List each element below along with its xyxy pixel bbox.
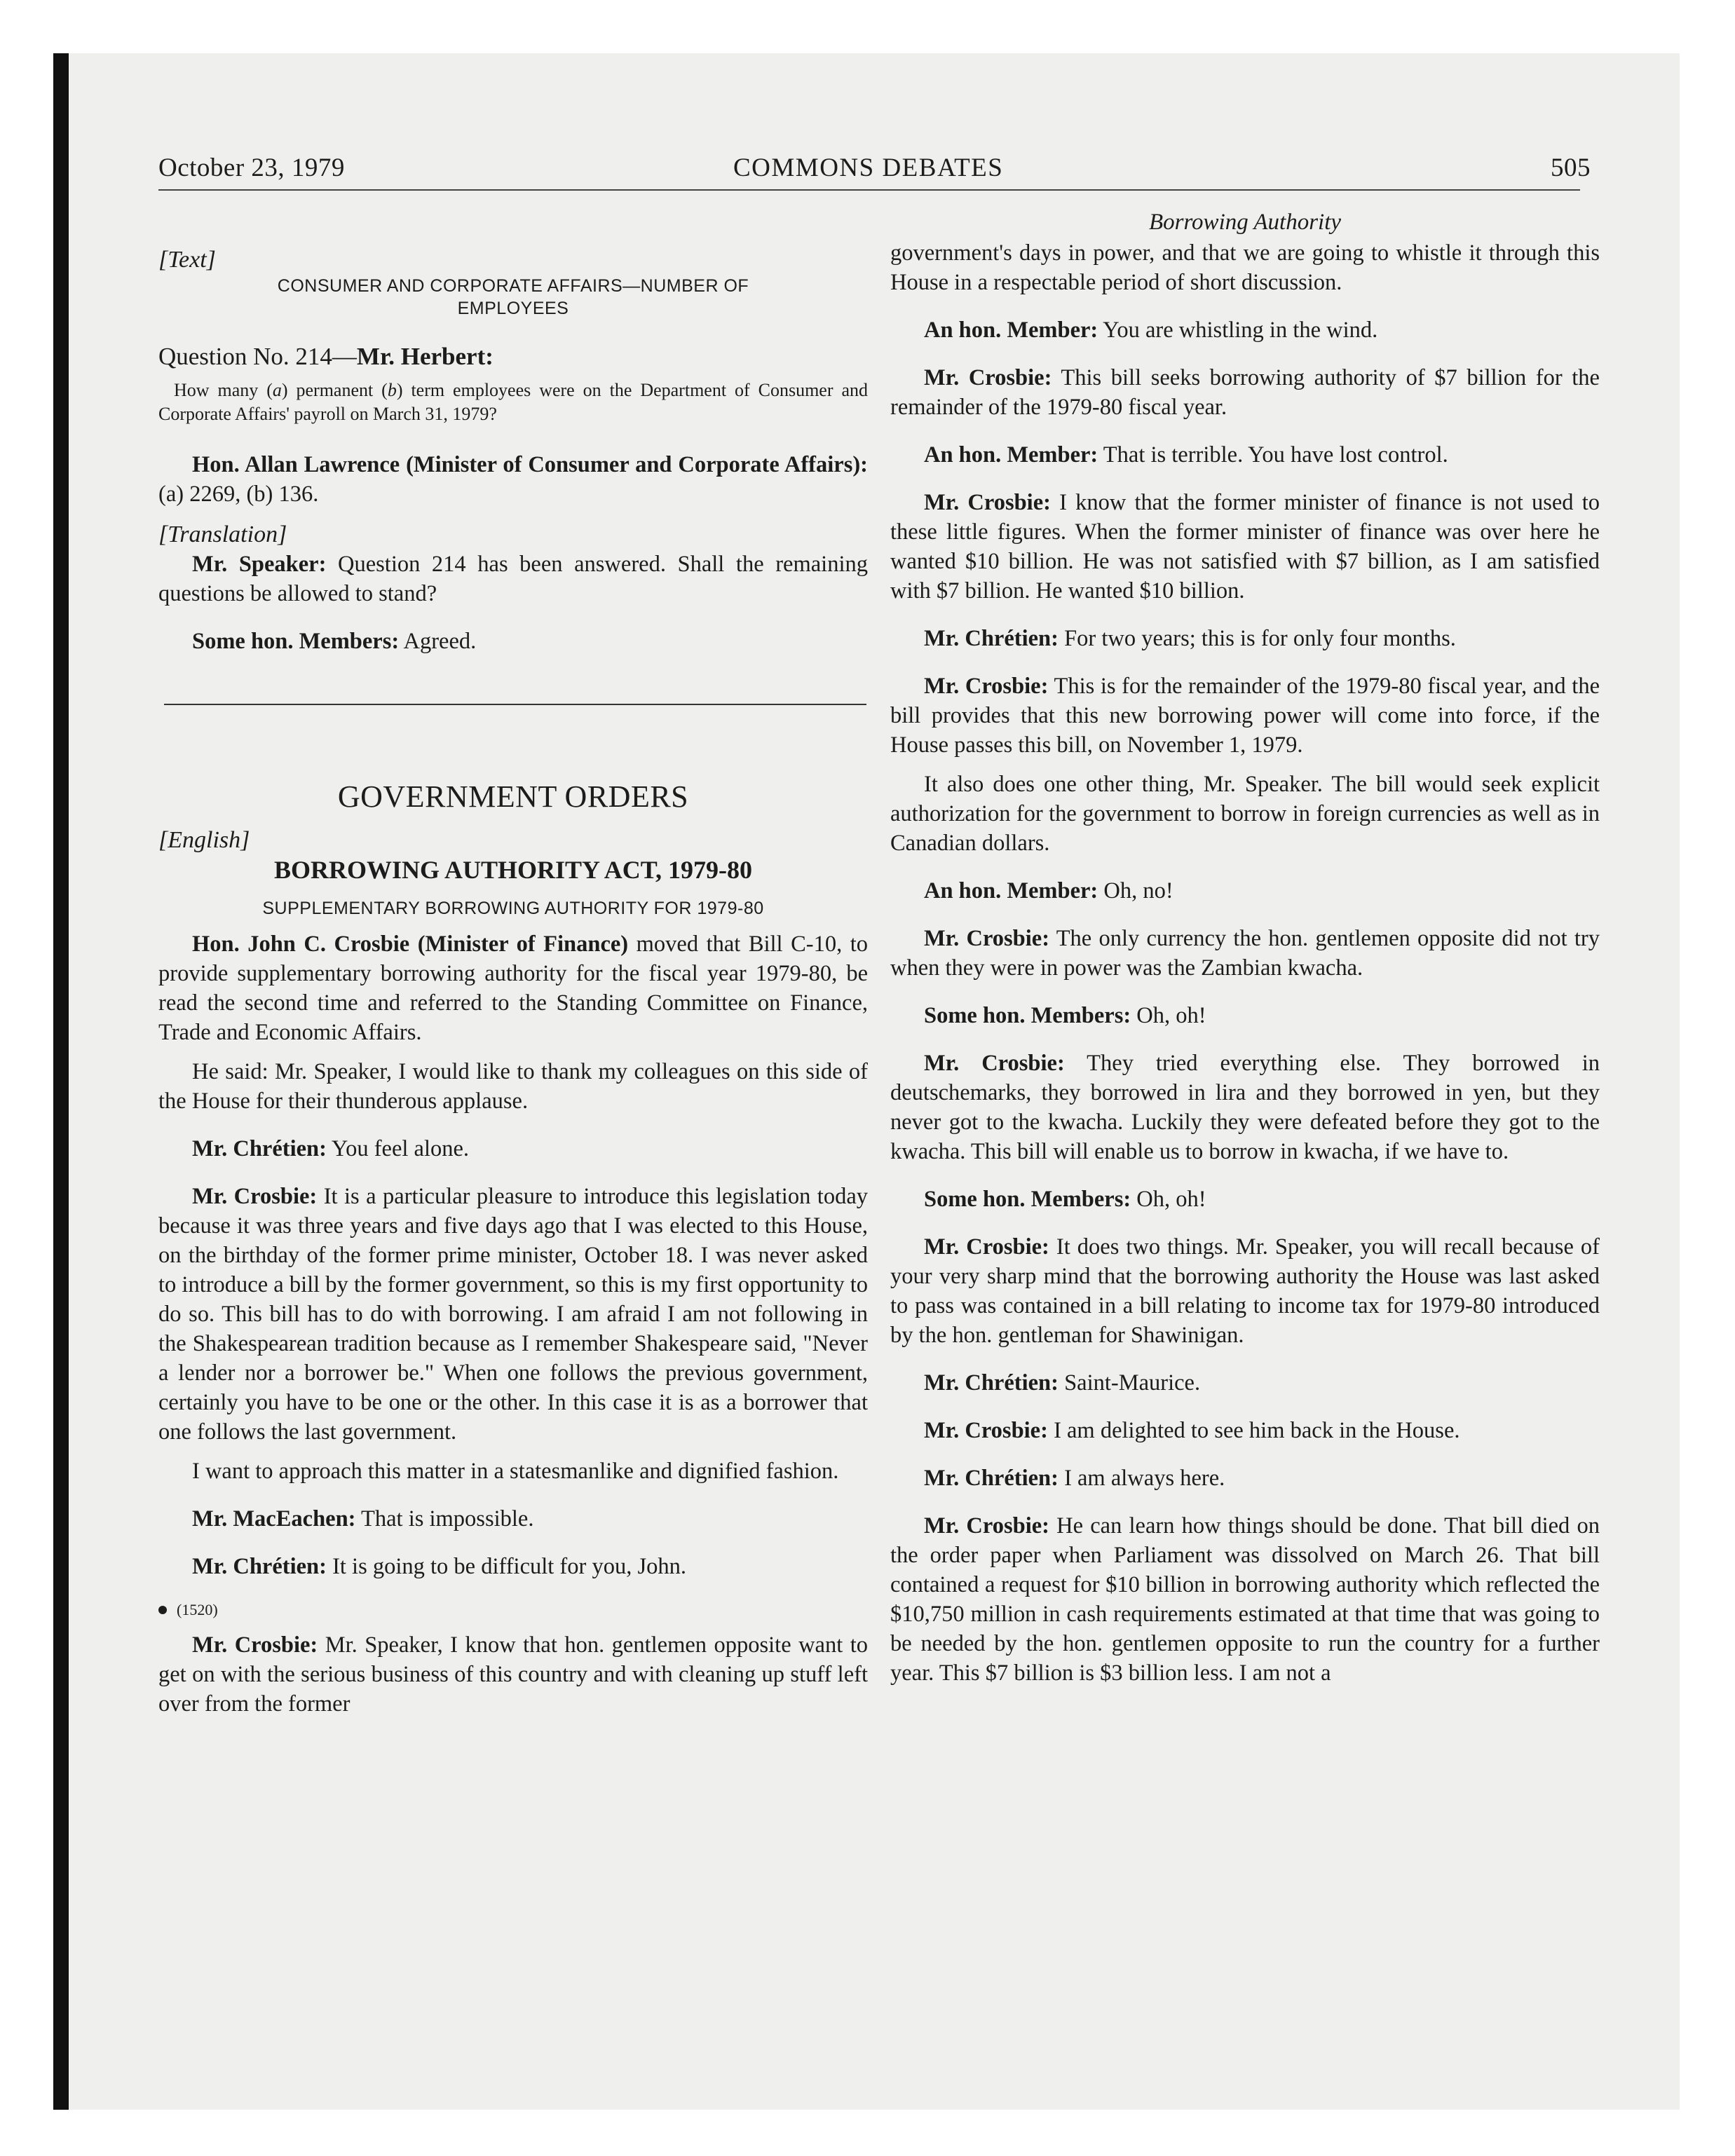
speech-text: Mr. Speaker, I know that hon. gentlemen opposite want to get on with the serious business of this country and with cleaning up stuff left over from the former — [158, 1632, 868, 1717]
speech-paragraph — [890, 876, 1600, 906]
question-text-part2: ) permanent ( — [281, 380, 388, 400]
english-tag: [English] — [158, 827, 250, 853]
act-title: BORROWING AUTHORITY ACT, 1979-80 — [273, 856, 753, 884]
speaker-name: Mr. Crosbie: — [924, 926, 1050, 951]
speech-paragraph — [158, 1134, 868, 1164]
speech-text: It is a particular pleasure to introduce this legislation today because it was three years and five days ago that I was elected to this House, on the birthday of the former prime minister, October 18. I was never asked to introduce a bill by the former government, so this is my first opportunity to do so. This bill has to do with borrowing. I am afraid I am not following in the Shakespearean tradition because as I remember Shakespeare said, "Never a lender nor a borrower be." When one follows the previous government, certainly you have to be one or the other. In this case it is as a borrower that one follows the last government. — [158, 1184, 868, 1445]
speaker-name: Mr. Chrétien: — [924, 626, 1059, 651]
speech-text: I am always here. — [1058, 1466, 1225, 1491]
speech-text: I know that the former minister of finance is not used to these little figures. When the former minister of finance was over here he wanted $10 billion. He was not satisfied with $7 billion, as I am satisfied with $7 billion. He wanted $10 billion. — [890, 490, 1600, 603]
speech-text: Agreed. — [399, 629, 477, 654]
speech-text: He can learn how things should be done. That bill died on the order paper when Parliament was dissolved on March 26. That bill contained a request for $10 billion in borrowing authority which reflected the $10,750 million in cash requirements estimated at that time that was going to be needed by the hon. gentlemen opposite to run the country for a further year. This $7 billion is $3 billion less. I am not a — [890, 1513, 1600, 1686]
speech-paragraph — [890, 440, 1600, 470]
speech-text: Oh, no! — [1098, 878, 1173, 903]
question-text — [158, 378, 868, 426]
speech-paragraph — [890, 315, 1600, 345]
speech-text: For two years; this is for only four months. — [1058, 626, 1456, 651]
speech-text: moved that Bill C-10, to provide supplementary borrowing authority for the fiscal year 1979-80, be read the second time and referred to the Standing Committee on Finance, Trade and Economic Affairs. — [158, 932, 868, 1045]
speaker-name: Mr. Crosbie: — [192, 1632, 318, 1658]
translation-tag: [Translation] — [158, 521, 287, 547]
speech-text: (a) 2269, (b) 136. — [158, 482, 319, 507]
speech-text: They tried everything else. They borrowed in deutschemarks, they borrowed in lira and they borrowed in yen, but they never got to the kwacha. Luckily they were defeated before they got to the kwacha. This bill will enable us to borrow in kwacha, if we have to. — [890, 1051, 1600, 1164]
speech-paragraph — [890, 238, 1600, 297]
right-column — [890, 207, 1600, 1688]
speech-paragraph — [890, 488, 1600, 606]
speech-text: It also does one other thing, Mr. Speaker. The bill would seek explicit authorization for the government to borrow in foreign currencies as well as in Canadian dollars. — [890, 772, 1600, 856]
speech-paragraph — [158, 1504, 868, 1534]
speech-text: That is terrible. You have lost control. — [1098, 442, 1448, 468]
header-title: COMMONS DEBATES — [733, 153, 1004, 182]
speech-text: government's days in power, and that we are going to whistle it through this House in a respectable period of short discussion. — [890, 240, 1600, 295]
speaker-name: Mr. Crosbie: — [924, 490, 1051, 515]
speaker-name: Hon. Allan Lawrence (Minister of Consumer and Corporate Affairs): — [192, 452, 868, 477]
act-subtitle: SUPPLEMENTARY BORROWING AUTHORITY FOR 1979-80 — [262, 899, 764, 918]
speech-paragraph — [158, 1630, 868, 1719]
running-head: Borrowing Authority — [1148, 210, 1342, 235]
question-text-part3: ) term employees were on the Department of Consumer and Corporate Affairs' payroll on March 31, 1979? — [158, 380, 868, 424]
speaker-name: Mr. Crosbie: — [192, 1184, 318, 1209]
speech-text: You feel alone. — [326, 1136, 470, 1161]
speech-paragraph — [890, 624, 1600, 653]
speech-text: It is going to be difficult for you, John. — [326, 1554, 686, 1579]
speaker-name: Hon. John C. Crosbie (Minister of Finance) — [192, 932, 629, 957]
answer-paragraph — [158, 450, 868, 509]
speaker-name: Mr. Crosbie: — [924, 674, 1049, 699]
question-number — [158, 342, 868, 371]
section-separator — [164, 704, 866, 705]
speech-text: Saint-Maurice. — [1058, 1370, 1201, 1396]
speech-paragraph — [158, 929, 868, 1047]
speaker-name: An hon. Member: — [924, 442, 1098, 468]
speaker-name: Mr. Crosbie: — [924, 1234, 1049, 1260]
speaker-name: Mr. Chrétien: — [924, 1370, 1059, 1396]
speaker-name: Mr. Speaker: — [192, 552, 327, 577]
section-title: GOVERNMENT ORDERS — [337, 779, 689, 814]
speaker-name: Mr. Crosbie: — [924, 365, 1052, 390]
question-no-label: Question No. 214— — [158, 343, 357, 370]
speech-text: I want to approach this matter in a statesmanlike and dignified fashion. — [192, 1459, 839, 1484]
speech-text: He said: Mr. Speaker, I would like to thank my colleagues on this side of the House for their thunderous applause. — [158, 1059, 868, 1114]
speaker-name: Mr. Crosbie: — [924, 1051, 1065, 1076]
speech-text: This bill seeks borrowing authority of $7 billion for the remainder of the 1979-80 fiscal year. — [890, 365, 1600, 420]
speaker-name: Mr. Chrétien: — [192, 1136, 327, 1161]
speech-text: You are whistling in the wind. — [1098, 318, 1378, 343]
question-asker: Mr. Herbert: — [356, 343, 494, 370]
speaker-name: Mr. Crosbie: — [924, 1513, 1049, 1538]
speech-paragraph — [158, 627, 868, 656]
speaker-name: Mr. Crosbie: — [924, 1418, 1048, 1443]
speaker-name: Mr. Chrétien: — [924, 1466, 1059, 1491]
question-text-part1: How many ( — [174, 380, 273, 400]
question-heading-line1: CONSUMER AND CORPORATE AFFAIRS—NUMBER OF — [277, 276, 749, 296]
speech-paragraph — [158, 1456, 868, 1486]
speech-paragraph — [890, 1511, 1600, 1688]
question-option-b: b — [387, 380, 397, 400]
speech-text: It does two things. Mr. Speaker, you will recall because of your very sharp mind that the borrowing authority the House was last asked to pass was contained in a bill relating to income tax for 1979-80 introduced by the hon. gentleman for Shawinigan. — [890, 1234, 1600, 1348]
speaker-name: Some hon. Members: — [924, 1187, 1131, 1212]
speech-text: Oh, oh! — [1131, 1187, 1206, 1212]
speech-text: Question 214 has been answered. Shall the remaining questions be allowed to stand? — [158, 552, 868, 606]
speaker-name: An hon. Member: — [924, 878, 1098, 903]
header-rule — [158, 189, 1580, 191]
speech-paragraph — [158, 1182, 868, 1447]
speech-text: I am delighted to see him back in the House. — [1047, 1418, 1460, 1443]
speech-text: This is for the remainder of the 1979-80 fiscal year, and the bill provides that this new borrowing power will come into force, if the House passes this bill, on November 1, 1979. — [890, 674, 1600, 758]
speech-text: That is impossible. — [355, 1506, 534, 1531]
speech-paragraph — [890, 1001, 1600, 1030]
speech-paragraph — [158, 1057, 868, 1116]
text-tag: [Text] — [158, 247, 216, 273]
speech-paragraph — [890, 1464, 1600, 1493]
question-heading-line2: EMPLOYEES — [457, 299, 569, 318]
speech-paragraph — [890, 1416, 1600, 1445]
header-page-number: 505 — [1551, 153, 1591, 182]
header-date: October 23, 1979 — [158, 153, 345, 182]
time-mark — [158, 1595, 868, 1625]
speech-paragraph — [890, 671, 1600, 760]
speech-paragraph — [890, 1232, 1600, 1350]
left-column — [158, 245, 868, 1719]
time-mark-text: (1520) — [177, 1601, 218, 1618]
speaker-name: Some hon. Members: — [192, 629, 400, 654]
speech-text: The only currency the hon. gentlemen opposite did not try when they were in power was the Zambian kwacha. — [890, 926, 1600, 981]
speaker-name: Mr. Chrétien: — [192, 1554, 327, 1579]
speech-paragraph — [890, 1185, 1600, 1214]
speaker-name: Some hon. Members: — [924, 1003, 1131, 1028]
speech-paragraph — [890, 924, 1600, 983]
speaker-name: An hon. Member: — [924, 318, 1098, 343]
speech-paragraph — [890, 770, 1600, 858]
speech-paragraph — [890, 363, 1600, 422]
speech-paragraph — [158, 550, 868, 608]
question-option-a: a — [272, 380, 282, 400]
speech-paragraph — [890, 1368, 1600, 1398]
speech-paragraph — [158, 1552, 868, 1581]
speaker-name: Mr. MacEachen: — [192, 1506, 356, 1531]
speech-paragraph — [890, 1049, 1600, 1166]
bullet-icon — [158, 1606, 167, 1614]
speech-text: Oh, oh! — [1131, 1003, 1206, 1028]
